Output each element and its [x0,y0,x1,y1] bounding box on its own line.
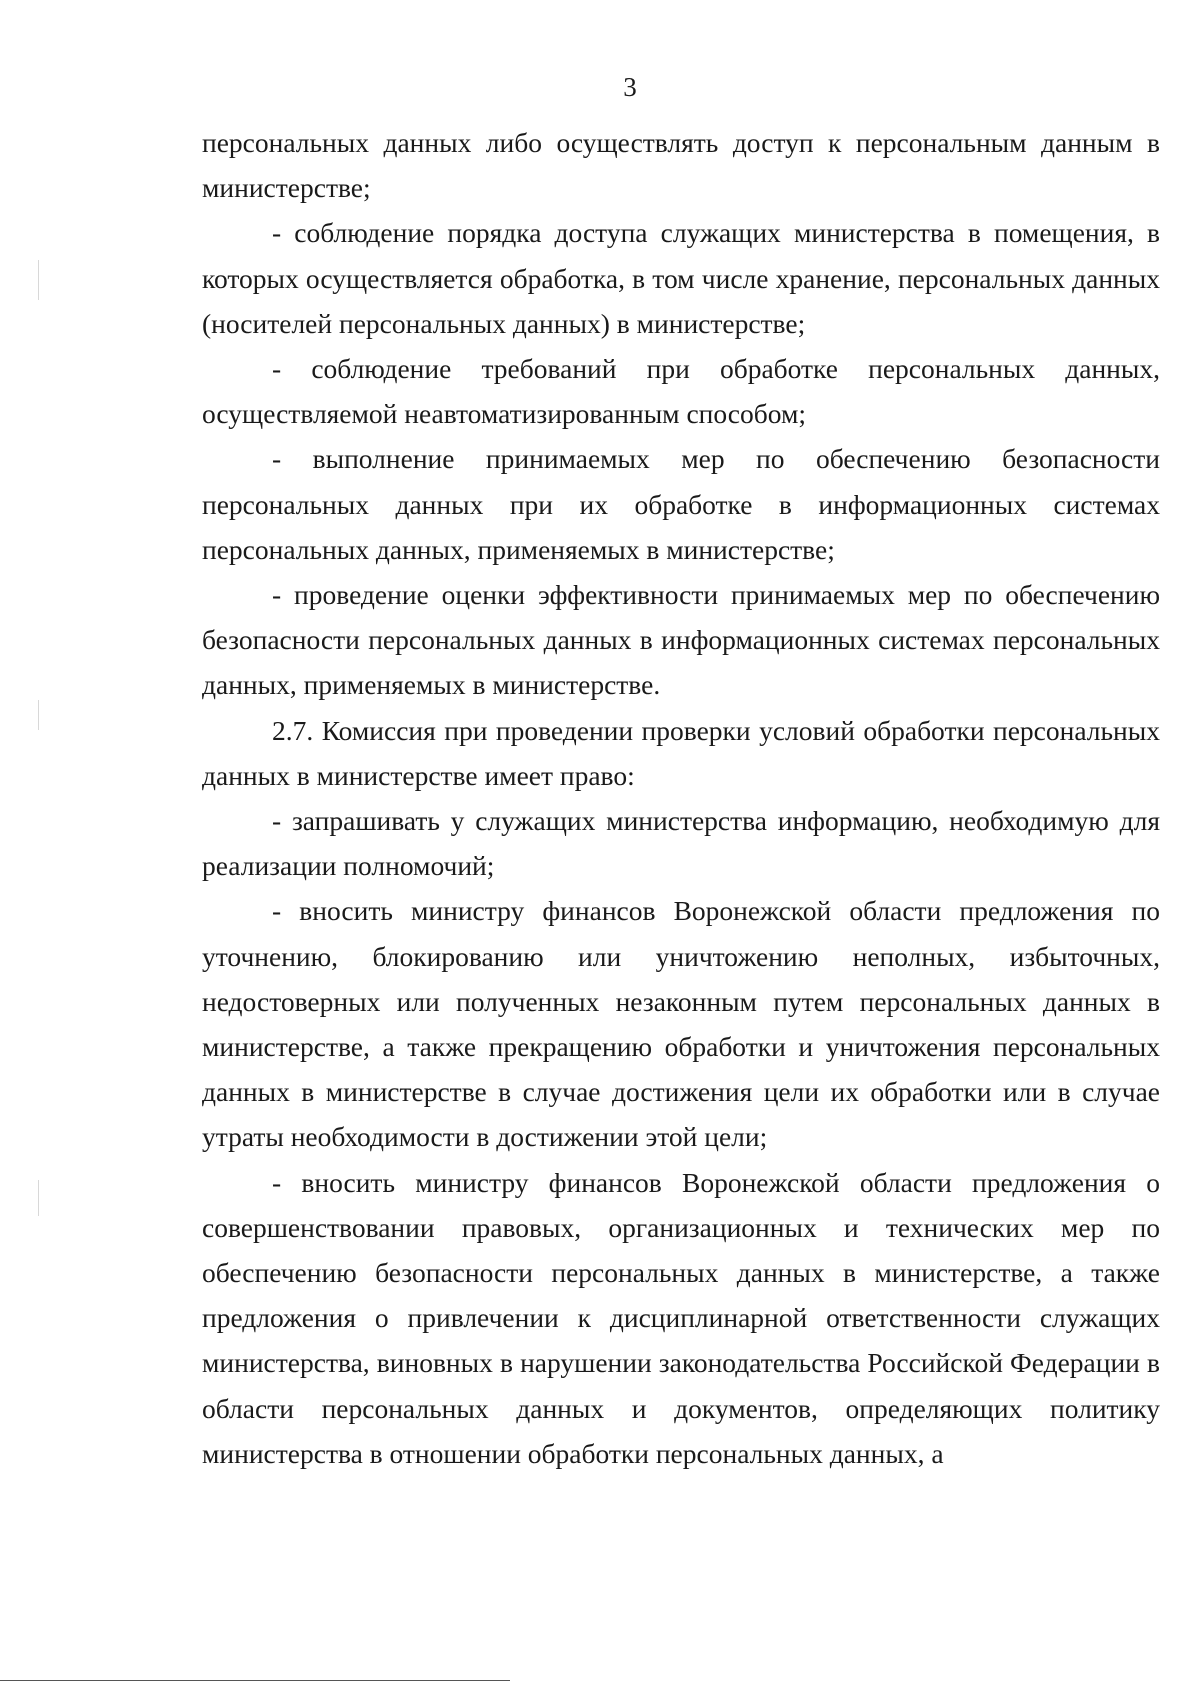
paragraph-item: - запрашивать у служащих министерства информацию, необходимую для реализации полномочий; [202,805,1160,882]
paragraph-item: - проведение оценки эффективности принимаемых мер по обеспечению безопасности персональных данных в информационных системах персональных данных, применяемых в министерстве. [202,579,1160,701]
paragraph-item: - вносить министру финансов Воронежской области предложения по уточнению, блокированию или уничтожению неполных, избыточных, недостоверных или полученных незаконным путем персональных данных в министерстве, а также прекращению обработки и уничтожения персональных данных в министерстве в случае достижения цели их обработки или в случае утраты необходимости в достижении этой цели; [202,895,1160,1153]
scan-artifact [38,700,39,730]
paragraph-item: - соблюдение требований при обработке персональных данных, осуществляемой неавтоматизированным способом; [202,353,1160,430]
paragraph-item: - вносить министру финансов Воронежской области предложения о совершенствовании правовых, организационных и технических мер по обеспечению безопасности персональных данных в министерстве, а также предложения о привлечении к дисциплинарной ответственности служащих министерства, виновных в нарушении законодательства Российской Федерации в области персональных данных и документов, определяющих политику министерства в отношении обработки персональных данных, а [202,1166,1160,1469]
scan-artifact [38,260,39,300]
scan-artifact [38,1180,39,1216]
paragraph-item: - выполнение принимаемых мер по обеспечению безопасности персональных данных при их обработке в информационных системах персональных данных, применяемых в министерстве; [202,443,1160,565]
page-number: 3 [623,72,637,102]
document-body [202,120,1160,1476]
paragraph-clause-2-7: 2.7. Комиссия при проведении проверки условий обработки персональных данных в министерстве имеет право: [202,714,1160,791]
page-bottom-rule [0,1680,510,1681]
paragraph-continuation: персональных данных либо осуществлять доступ к персональным данным в министерстве; [202,127,1160,204]
paragraph-item: - соблюдение порядка доступа служащих министерства в помещения, в которых осуществляется обработка, в том числе хранение, персональных данных (носителей персональных данных) в министерстве; [202,217,1160,339]
